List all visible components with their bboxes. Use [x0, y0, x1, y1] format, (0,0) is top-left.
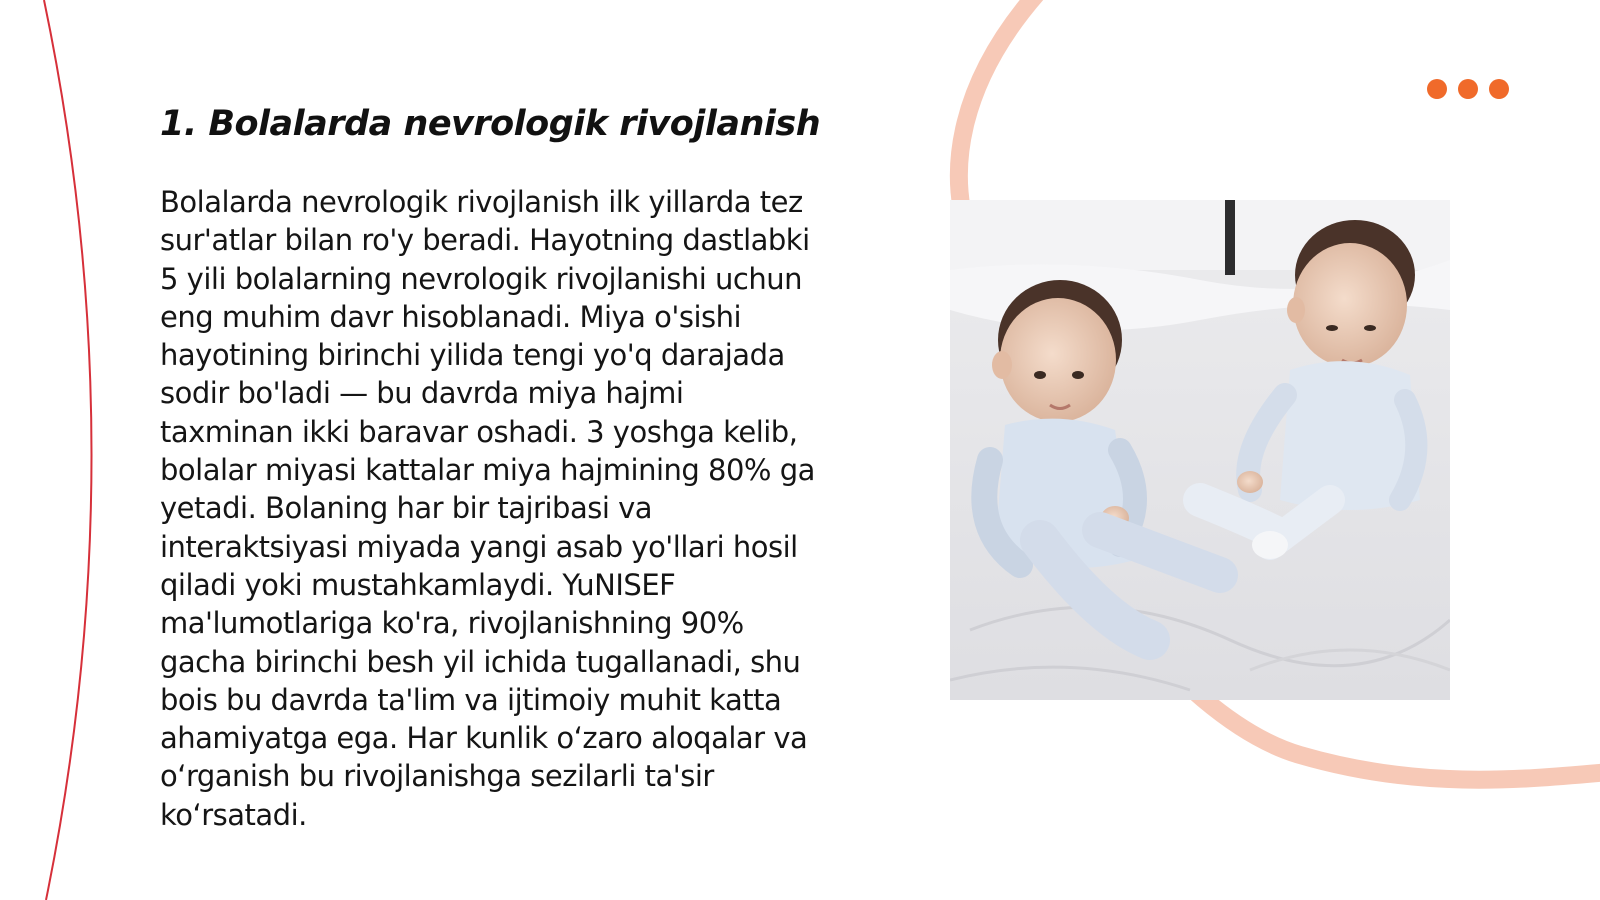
- slide-title: 1. Bolalarda nevrologik rivojlanish: [160, 104, 821, 144]
- more-dots-icon: [1427, 79, 1509, 99]
- slide-body-text: Bolalarda nevrologik rivojlanish ilk yillarda tez sur'atlar bilan ro'y beradi. Hayotning dastlabki 5 yili bolalarning nevrologik rivojlanishi uchun eng muhim davr hisoblanadi. Miya o'sishi hayotining birinchi yilida tengi yo'q darajada sodir bo'ladi — bu davrda miya hajmi taxminan ikki baravar oshadi. 3 yoshga kelib, bolalar miyasi kattalar miya hajmining 80% ga yetadi. Bolaning har bir tajribasi va interaktsiyasi miyada yangi asab yo'llari hosil qiladi yoki mustahkamlaydi. YuNISEF ma'lumotlariga ko'ra, rivojlanishning 90% gacha birinchi besh yil ichida tugallanadi, shu bois bu davrda ta'lim va ijtimoiy muhit katta ahamiyatga ega. Har kunlik o‘zaro aloqalar va o‘rganish bu rivojlanishga sezilarli ta'sir ko‘rsatadi.: [160, 185, 815, 832]
- two-babies-photo: [950, 200, 1450, 700]
- dot-1: [1427, 79, 1447, 99]
- dot-3: [1489, 79, 1509, 99]
- left-red-curve: [44, 0, 92, 900]
- dot-2: [1458, 79, 1478, 99]
